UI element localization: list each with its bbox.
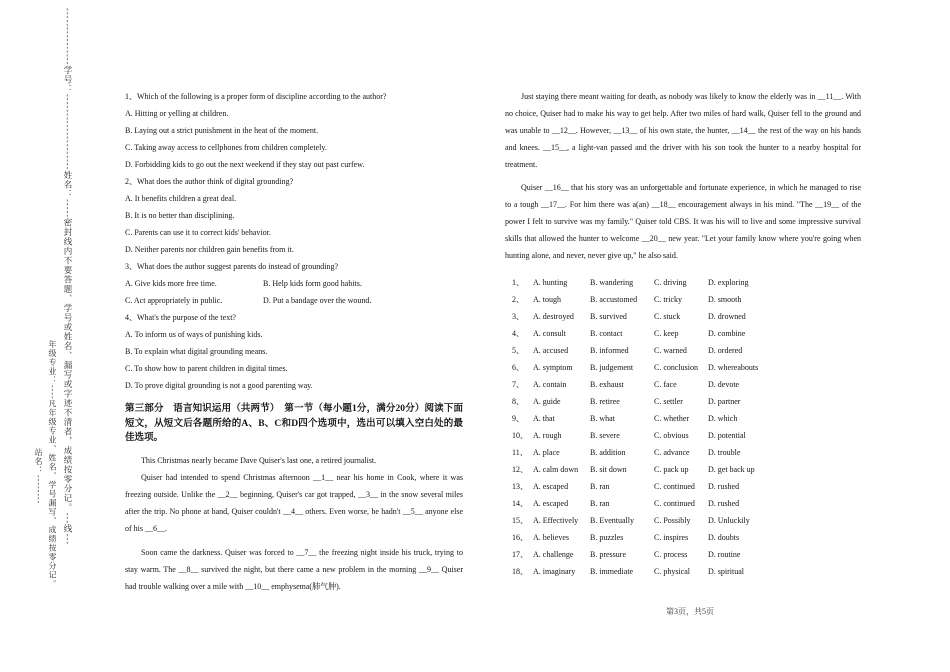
cloze-row-1 bbox=[512, 274, 861, 291]
cloze-option-a: A. consult bbox=[533, 329, 566, 338]
cloze-row-11 bbox=[512, 444, 861, 461]
q4-option-a: A. To inform us of ways of punishing kids. bbox=[125, 330, 263, 339]
cloze-option-c: C. face bbox=[654, 380, 677, 389]
cloze-num: 1、 bbox=[512, 278, 524, 287]
cloze-option-b: B. ran bbox=[590, 499, 610, 508]
cloze-option-a: A. imaginary bbox=[533, 567, 576, 576]
cloze-option-c: C. obvious bbox=[654, 431, 689, 440]
cloze-option-d: D. doubts bbox=[708, 533, 740, 542]
cloze-option-a: A. guide bbox=[533, 397, 561, 406]
cloze-option-a: A. hunting bbox=[533, 278, 568, 287]
cloze-row-12 bbox=[512, 461, 861, 478]
cloze-option-c: C. pack up bbox=[654, 465, 689, 474]
cloze-num: 17、 bbox=[512, 550, 528, 559]
cloze-num: 11、 bbox=[512, 448, 528, 457]
cloze-num: 15、 bbox=[512, 516, 528, 525]
cloze-option-a: A. challenge bbox=[533, 550, 574, 559]
q3-option-a: A. Give kids more free time. bbox=[125, 279, 217, 288]
cloze-option-b: B. sit down bbox=[590, 465, 627, 474]
cloze-option-b: B. ran bbox=[590, 482, 610, 491]
cloze-option-b: B. pressure bbox=[590, 550, 626, 559]
cloze-option-c: C. conclusion bbox=[654, 363, 698, 372]
cloze-option-c: C. warned bbox=[654, 346, 687, 355]
q1-option-d: D. Forbidding kids to go out the next weekend if they stay out past curfew. bbox=[125, 160, 365, 169]
cloze-option-d: D. smooth bbox=[708, 295, 742, 304]
cloze-row-5 bbox=[512, 342, 861, 359]
q2-stem: 2、What does the author think of digital grounding? bbox=[125, 177, 294, 186]
cloze-option-d: D. spiritual bbox=[708, 567, 744, 576]
cloze-passage-p2: Quiser had intended to spend Christmas afternoon __1__ near his home in Cook, where it was freezing outside. Unlike the __2__ beginning, Quiser's car got trapped, __3__ in the snow several miles after the trip. No phone at hand, Quiser couldn't __4__ others. Even worse, he hadn't __5__ anyone else of his __6__. bbox=[125, 472, 463, 533]
cloze-option-b: B. contact bbox=[590, 329, 623, 338]
question-3 bbox=[125, 258, 463, 309]
q3-option-d: D. Put a bandage over the wound. bbox=[263, 296, 372, 305]
cloze-option-b: B. survived bbox=[590, 312, 627, 321]
cloze-option-c: C. settler bbox=[654, 397, 683, 406]
cloze-option-d: D. devote bbox=[708, 380, 740, 389]
cloze-option-d: D. whereabouts bbox=[708, 363, 759, 372]
q2-option-b: B. It is no better than disciplining. bbox=[125, 211, 235, 220]
cloze-option-c: C. driving bbox=[654, 278, 687, 287]
q1-option-b: B. Laying out a strict punishment in the heat of the moment. bbox=[125, 126, 319, 135]
cloze-num: 12、 bbox=[512, 465, 528, 474]
cloze-option-a: A. that bbox=[533, 414, 555, 423]
cloze-option-b: B. immediate bbox=[590, 567, 634, 576]
cloze-option-a: A. tough bbox=[533, 295, 561, 304]
right-column bbox=[505, 88, 861, 580]
q1-option-c: C. Taking away access to cellphones from children completely. bbox=[125, 143, 327, 152]
cloze-row-17 bbox=[512, 546, 861, 563]
cloze-option-a: A. rough bbox=[533, 431, 562, 440]
question-4 bbox=[125, 309, 463, 394]
cloze-option-c: C. Possibly bbox=[654, 516, 691, 525]
cloze-row-9 bbox=[512, 410, 861, 427]
cloze-option-c: C. keep bbox=[654, 329, 679, 338]
q4-option-c: C. To show how to parent children in digital times. bbox=[125, 364, 288, 373]
cloze-option-d: D. rushed bbox=[708, 499, 740, 508]
cloze-option-b: B. addition bbox=[590, 448, 626, 457]
cloze-option-c: C. process bbox=[654, 550, 688, 559]
cloze-option-c: C. tricky bbox=[654, 295, 682, 304]
cloze-num: 7、 bbox=[512, 380, 524, 389]
cloze-row-18 bbox=[512, 563, 861, 580]
cloze-option-a: A. believes bbox=[533, 533, 569, 542]
cloze-row-4 bbox=[512, 325, 861, 342]
cloze-row-8 bbox=[512, 393, 861, 410]
cloze-option-a: A. escaped bbox=[533, 499, 569, 508]
cloze-option-b: B. Eventually bbox=[590, 516, 634, 525]
q4-option-b: B. To explain what digital grounding means. bbox=[125, 347, 268, 356]
cloze-passage-p4: Just staying there meant waiting for death, as nobody was likely to know the elderly was in __11__. With no choice, Quiser had to make his way to get help. After two miles of hard walk, Quiser fell to the ground and was unable to __12__. However, __13__ of his own state, the hunter, __14__ the rest of the way on his hands and knees. __15__, a light-van passed and the driver with his son took the hunter to a nearby hospital for treatment. bbox=[505, 92, 861, 169]
cloze-options-list bbox=[505, 274, 861, 580]
seal-line-station-name: 站名：-------- bbox=[34, 448, 43, 505]
q3-options-grid bbox=[125, 275, 463, 309]
cloze-num: 16、 bbox=[512, 533, 528, 542]
cloze-num: 6、 bbox=[512, 363, 524, 372]
cloze-num: 3、 bbox=[512, 312, 524, 321]
seal-line-grade-major: 年级专业：----凡年级专业、姓名、学号漏写、成绩按零分记。 bbox=[48, 340, 57, 589]
cloze-option-d: D. combine bbox=[708, 329, 746, 338]
cloze-row-13 bbox=[512, 478, 861, 495]
cloze-option-c: C. whether bbox=[654, 414, 690, 423]
cloze-option-d: D. partner bbox=[708, 397, 741, 406]
cloze-option-b: B. retiree bbox=[590, 397, 620, 406]
cloze-option-d: D. ordered bbox=[708, 346, 743, 355]
cloze-option-b: B. accustomed bbox=[590, 295, 638, 304]
cloze-option-a: A. contain bbox=[533, 380, 567, 389]
cloze-option-d: D. exploring bbox=[708, 278, 749, 287]
cloze-option-d: D. routine bbox=[708, 550, 741, 559]
cloze-option-d: D. potential bbox=[708, 431, 746, 440]
cloze-row-7 bbox=[512, 376, 861, 393]
q1-stem: 1、Which of the following is a proper form of discipline according to the author? bbox=[125, 92, 387, 101]
seal-line-id-name: ---------------学号：--------------------姓名：-----密封线内不要答题、学号或姓名、漏写或字迹不清者，成绩按零分记。---线--- bbox=[63, 8, 73, 546]
cloze-option-c: C. physical bbox=[654, 567, 690, 576]
cloze-option-b: B. exhaust bbox=[590, 380, 624, 389]
question-2 bbox=[125, 173, 463, 258]
left-column bbox=[125, 88, 463, 595]
cloze-num: 5、 bbox=[512, 346, 524, 355]
cloze-option-a: A. symptom bbox=[533, 363, 573, 372]
cloze-option-d: D. rushed bbox=[708, 482, 740, 491]
q4-option-d: D. To prove digital grounding is not a good parenting way. bbox=[125, 381, 313, 390]
cloze-row-10 bbox=[512, 427, 861, 444]
cloze-row-2 bbox=[512, 291, 861, 308]
cloze-option-d: D. trouble bbox=[708, 448, 741, 457]
q1-option-a: A. Hitting or yelling at children. bbox=[125, 109, 229, 118]
cloze-row-15 bbox=[512, 512, 861, 529]
q4-stem: 4、What's the purpose of the text? bbox=[125, 313, 236, 322]
cloze-option-b: B. puzzles bbox=[590, 533, 624, 542]
cloze-option-d: D. which bbox=[708, 414, 738, 423]
cloze-num: 8、 bbox=[512, 397, 524, 406]
cloze-option-c: C. stuck bbox=[654, 312, 681, 321]
q2-option-c: C. Parents can use it to correct kids' behavior. bbox=[125, 228, 271, 237]
cloze-option-c: C. advance bbox=[654, 448, 690, 457]
cloze-option-a: A. calm down bbox=[533, 465, 579, 474]
cloze-option-c: C. inspires bbox=[654, 533, 689, 542]
cloze-row-16 bbox=[512, 529, 861, 546]
cloze-option-a: A. Effectively bbox=[533, 516, 579, 525]
cloze-option-c: C. continued bbox=[654, 482, 695, 491]
question-1 bbox=[125, 88, 463, 173]
page-number: 第3页，共5页 bbox=[666, 607, 714, 616]
q3-option-c: C. Act appropriately in public. bbox=[125, 296, 223, 305]
cloze-option-b: B. judgement bbox=[590, 363, 634, 372]
cloze-num: 4、 bbox=[512, 329, 524, 338]
cloze-option-d: D. Unluckily bbox=[708, 516, 750, 525]
cloze-option-a: A. place bbox=[533, 448, 560, 457]
cloze-row-6 bbox=[512, 359, 861, 376]
cloze-option-b: B. severe bbox=[590, 431, 620, 440]
cloze-row-3 bbox=[512, 308, 861, 325]
cloze-num: 13、 bbox=[512, 482, 528, 491]
cloze-option-a: A. accused bbox=[533, 346, 569, 355]
cloze-passage-p5: Quiser __16__ that his story was an unforgettable and fortunate experience, in which he managed to rise to a tough __17__. For him there was a(an) __18__ encouragement always in his mind. "The __19__ of the power I felt to survive was my family." Quiser told CBS. It was his will to live and some impressive survival skills that allowed the hunter to welcome __20__ new year. "Let your family know where you're going when hunting alone, and never, never give up," he also said. bbox=[505, 183, 861, 260]
part3-section-header: 第三部分 语言知识运用（共两节） 第一节（每小题1分，满分20分）阅读下面短文，从短文后各题所给的A、B、C和D四个选项中，选出可以填入空白处的最佳选项。 bbox=[125, 404, 463, 443]
q3-option-b: B. Help kids form good habits. bbox=[263, 279, 362, 288]
cloze-option-a: A. destroyed bbox=[533, 312, 574, 321]
cloze-option-b: B. informed bbox=[590, 346, 629, 355]
cloze-num: 2、 bbox=[512, 295, 524, 304]
q2-option-d: D. Neither parents nor children gain benefits from it. bbox=[125, 245, 294, 254]
cloze-option-a: A. escaped bbox=[533, 482, 569, 491]
cloze-num: 10、 bbox=[512, 431, 528, 440]
cloze-option-b: B. what bbox=[590, 414, 615, 423]
cloze-option-d: D. drowned bbox=[708, 312, 746, 321]
cloze-option-d: D. get back up bbox=[708, 465, 755, 474]
cloze-num: 18、 bbox=[512, 567, 528, 576]
cloze-option-c: C. continued bbox=[654, 499, 695, 508]
cloze-num: 14、 bbox=[512, 499, 528, 508]
cloze-row-14 bbox=[512, 495, 861, 512]
cloze-passage-p3: Soon came the darkness. Quiser was forced to __7__ the freezing night inside his truck, trying to stay warm. The __8__ survived the night, but there came a new problem in the morning __9__ Quiser had trouble walking over a mile with __10__ emphysema(肺气肿). bbox=[125, 547, 463, 591]
q2-option-a: A. It benefits children a great deal. bbox=[125, 194, 237, 203]
cloze-option-b: B. wandering bbox=[590, 278, 634, 287]
cloze-num: 9、 bbox=[512, 414, 524, 423]
cloze-passage-p1: This Christmas nearly became Dave Quiser's last one, a retired journalist. bbox=[141, 455, 377, 465]
q3-stem: 3、What does the author suggest parents do instead of grounding? bbox=[125, 262, 339, 271]
